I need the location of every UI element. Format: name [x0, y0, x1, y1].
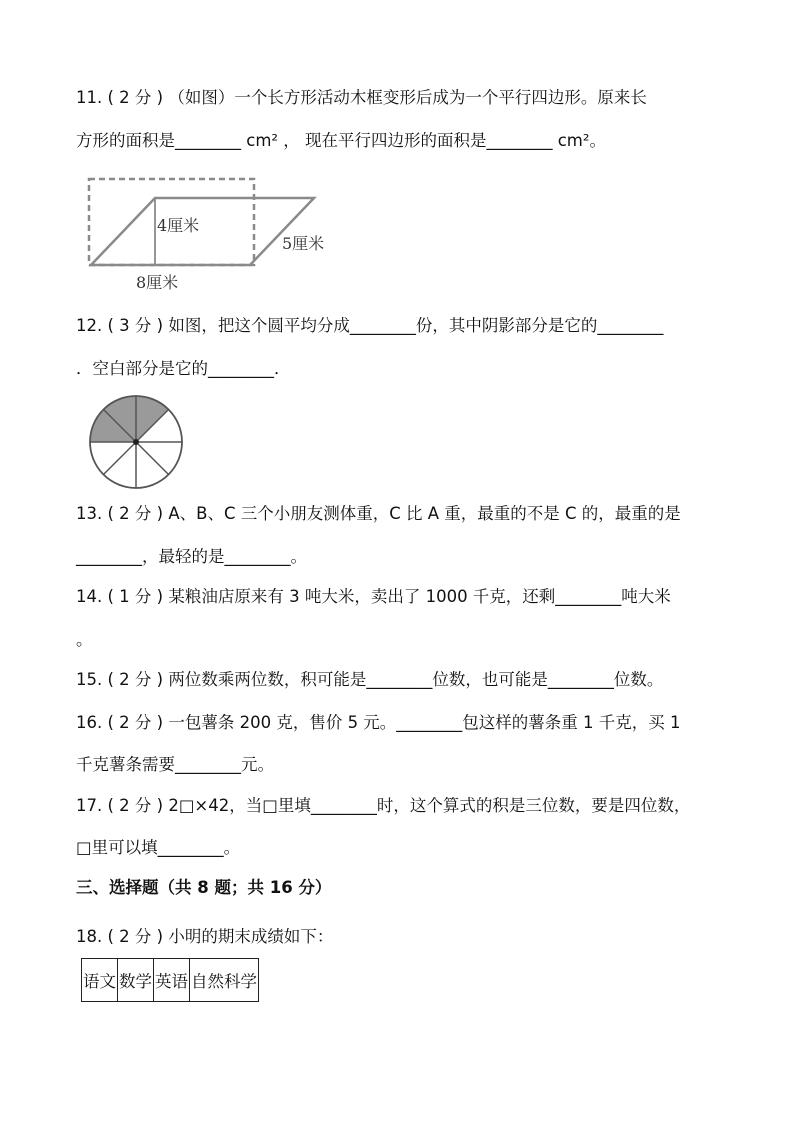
q13-line-2: ________，最轻的是________。: [76, 547, 307, 566]
center-point: [133, 439, 139, 445]
table-header-cell: 英语: [154, 959, 190, 1002]
q17-line-1: 17. ( 2 分 ) 2□×42，当□里填________时，这个算式的积是三位数，要是四位数，: [76, 796, 691, 815]
q12-circle-figure: [84, 390, 188, 494]
q14-line-2: 。: [76, 630, 93, 649]
q11-line-1: 11. ( 2 分 ) （如图）一个长方形活动木框变形后成为一个平行四边形。原来长: [76, 88, 647, 107]
q11-line-2: 方形的面积是________ cm² ， 现在平行四边形的面积是________ cm²。: [76, 131, 606, 150]
q17-line-2: □里可以填________。: [76, 838, 241, 857]
base-label: 8厘米: [136, 273, 179, 292]
q16-line-1: 16. ( 2 分 ) 一包薯条 200 克，售价 5 元。________包这样的薯条重 1 千克，买 1: [76, 713, 681, 732]
parallelogram: [91, 198, 314, 265]
q12-line-2: ．空白部分是它的________．: [76, 359, 291, 378]
table-row: [82, 959, 259, 1002]
table-header-cell: 语文: [82, 959, 118, 1002]
q14-line-1: 14. ( 1 分 ) 某粮油店原来有 3 吨大米，卖出了 1000 千克，还剩________吨大米: [76, 587, 671, 606]
score-table: [81, 958, 259, 1002]
section-3-heading: 三、选择题（共 8 题；共 16 分）: [76, 878, 332, 897]
q15-line-1: 15. ( 2 分 ) 两位数乘两位数，积可能是________位数，也可能是________位数。: [76, 670, 664, 689]
table-header-cell: 数学: [118, 959, 154, 1002]
table-header-cell: 自然科学: [190, 959, 259, 1002]
q18-line-1: 18. ( 2 分 ) 小明的期末成绩如下：: [76, 927, 334, 946]
q13-line-1: 13. ( 2 分 ) A、B、C 三个小朋友测体重，C 比 A 重，最重的不是 C 的，最重的是: [76, 504, 681, 523]
side-label: 5厘米: [282, 234, 325, 253]
q16-line-2: 千克薯条需要________元。: [76, 755, 274, 774]
q11-parallelogram-figure: [84, 172, 344, 294]
height-label: 4厘米: [157, 216, 200, 235]
q12-line-1: 12. ( 3 分 ) 如图，把这个圆平均分成________份，其中阴影部分是它的________: [76, 316, 664, 335]
shaded-sector: [136, 396, 169, 442]
